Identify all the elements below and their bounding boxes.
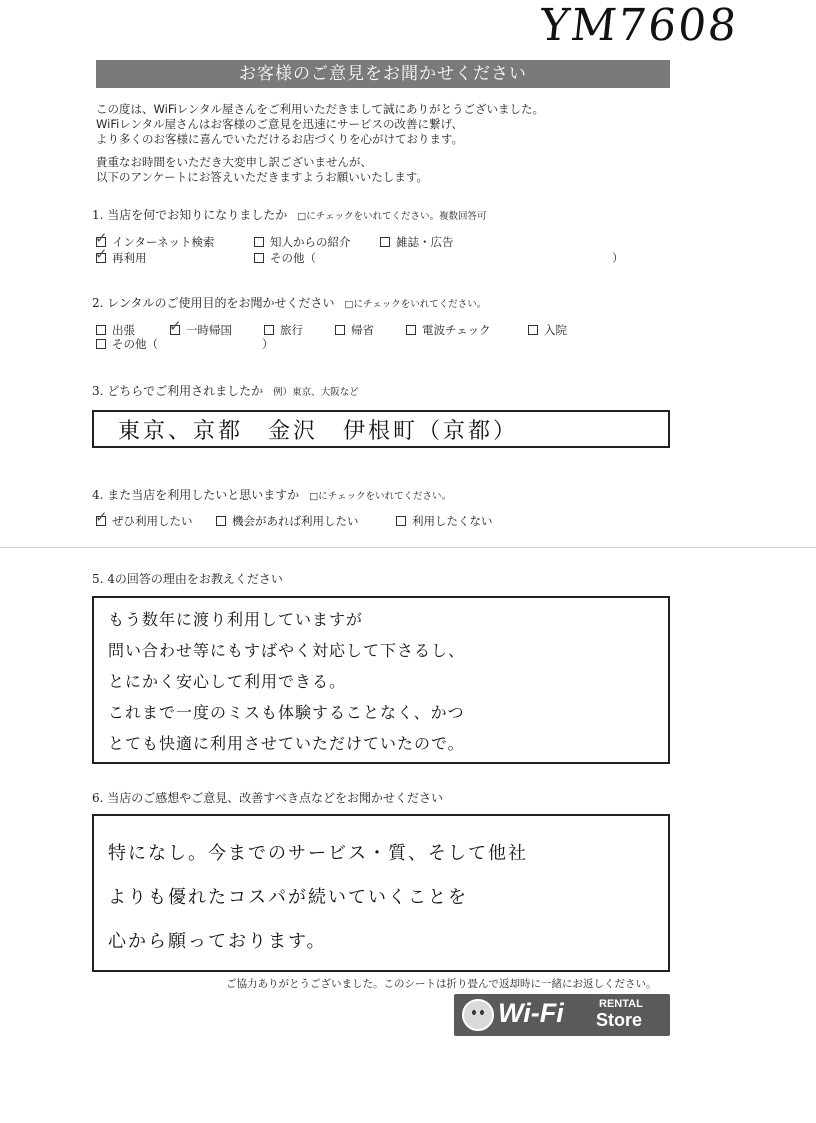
wifi-rental-store-logo [454, 994, 670, 1036]
check-mark-icon: ✓ [95, 229, 108, 247]
q2-option-label: 帰省 [351, 323, 374, 337]
q2-option-temporary-return[interactable] [169, 317, 232, 338]
checkbox-checked[interactable] [169, 317, 182, 335]
q1-option-label: その他（ [270, 251, 316, 265]
q2-option-hospital[interactable] [528, 322, 567, 338]
q2-heading [92, 294, 486, 311]
q1-option-friend[interactable] [254, 234, 351, 250]
checkbox[interactable] [254, 237, 264, 247]
q1-option-label: インターネット検索 [112, 235, 215, 249]
q1-option-label: 雑誌・広告 [396, 235, 454, 249]
checkbox[interactable] [528, 325, 538, 335]
q2-option-other[interactable] [96, 336, 158, 352]
q3-example: 例）東京、大阪など [273, 387, 359, 398]
logo-wifi-text: Wi-Fi [498, 998, 564, 1028]
q5-heading: 5. 4の回答の理由をお教えください [92, 572, 283, 586]
check-mark-icon: ✓ [95, 508, 108, 526]
check-mark-icon: ✓ [169, 317, 182, 335]
q1-option-magazine[interactable] [380, 234, 454, 250]
q2-option-label: 一時帰国 [186, 323, 232, 337]
q4-option-if-opportunity[interactable] [216, 513, 359, 529]
q5-handwritten-answer [108, 604, 465, 759]
q2-option-label: 出張 [112, 323, 135, 337]
q2-question: 2. レンタルのご使用目的をお聞かせください [92, 296, 335, 310]
q3-question: 3. どちらでご利用されましたか [92, 384, 264, 398]
q3-handwritten-answer: 東京、京都 金沢 伊根町（京都） [118, 419, 519, 444]
q1-other-close-paren: ） [612, 251, 624, 265]
q1-option-other[interactable] [254, 250, 316, 266]
q2-option-label: その他（ [112, 337, 158, 351]
intro-line-4: 貴重なお時間をいただき大変申し訳ございませんが、 [96, 155, 372, 169]
q4-option-label: 機会があれば利用したい [232, 514, 359, 528]
mascot-icon [462, 999, 494, 1031]
reference-number-stamp: YM7608 [537, 0, 741, 51]
q5-answer-line: 問い合わせ等にもすばやく対応して下さるし、 [108, 641, 466, 660]
logo-rental-text: RENTAL [599, 998, 643, 1010]
q1-question: 1. 当店を何でお知りになりましたか [92, 208, 288, 222]
q6-handwritten-answer [108, 832, 528, 964]
q5-answer-line: とても快適に利用させていただけていたので。 [108, 734, 465, 753]
intro-line-3: より多くのお客様に喜んでいただけるお店づくりを心がけております。 [96, 132, 464, 146]
intro-line-2: WiFiレンタル屋さんはお客様のご意見を迅速にサービスの改善に繋げ、 [96, 117, 464, 131]
checkbox[interactable] [254, 253, 264, 263]
checkbox[interactable] [96, 339, 106, 349]
logo-store-text: Store [596, 1010, 643, 1030]
q5-answer-line: とにかく安心して利用できる。 [108, 672, 347, 691]
q6-answer-line: 心から願っております。 [108, 931, 327, 952]
checkbox-checked[interactable] [95, 245, 108, 263]
q2-other-close-paren: ） [262, 337, 274, 351]
q1-option-label: 再利用 [112, 251, 147, 265]
checkbox[interactable] [335, 325, 345, 335]
q1-option-repeat[interactable] [95, 245, 147, 266]
fold-line [0, 547, 816, 548]
intro-line-5: 以下のアンケートにお答えいただきますようお願いいたします。 [96, 170, 428, 184]
q6-answer-line: 特になし。今までのサービス・質、そして他社 [108, 843, 528, 864]
q1-note: □にチェックをいれてください。複数回答可 [297, 211, 487, 222]
footer-thanks: ご協力ありがとうございました。このシートは折り畳んで返却時に一緒にお返しください。 [226, 978, 657, 990]
q4-note: □にチェックをいれてください。 [309, 491, 451, 502]
q4-question: 4. また当店を利用したいと思いますか [92, 488, 300, 502]
checkbox[interactable] [264, 325, 274, 335]
q6-heading: 6. 当店のご感想やご意見、改善すべき点などをお聞かせください [92, 791, 444, 805]
q4-option-no[interactable] [396, 513, 493, 529]
q1-option-label: 知人からの紹介 [270, 235, 351, 249]
intro-line-1: この度は、WiFiレンタル屋さんをご利用いただきまして誠にありがとうございました。 [96, 102, 545, 116]
checkbox[interactable] [380, 237, 390, 247]
q5-answer-line: もう数年に渡り利用していますが [108, 610, 364, 629]
q4-heading [92, 486, 451, 503]
checkbox[interactable] [216, 516, 226, 526]
q2-note: □にチェックをいれてください。 [344, 299, 487, 310]
q2-option-label: 電波チェック [422, 323, 491, 337]
q2-option-signal-check[interactable] [406, 322, 491, 338]
checkbox[interactable] [96, 325, 106, 335]
q1-option-internet[interactable] [95, 229, 215, 250]
q2-option-homecoming[interactable] [335, 322, 374, 338]
q1-heading [92, 206, 486, 223]
q4-option-label: 利用したくない [412, 514, 493, 528]
checkbox[interactable] [406, 325, 416, 335]
q3-heading [92, 382, 359, 399]
check-mark-icon: ✓ [95, 245, 108, 263]
q4-option-label: ぜひ利用したい [112, 514, 193, 528]
q5-answer-line: これまで一度のミスも体験することなく、かつ [108, 703, 465, 722]
q2-option-label: 入院 [544, 323, 567, 337]
q6-answer-line: よりも優れたコスパが続いていくことを [108, 887, 468, 908]
q2-option-label: 旅行 [280, 323, 303, 337]
checkbox-checked[interactable] [95, 508, 108, 526]
q4-option-definitely[interactable] [95, 508, 193, 529]
checkbox[interactable] [396, 516, 406, 526]
survey-title: お客様のご意見をお聞かせください [96, 60, 670, 88]
